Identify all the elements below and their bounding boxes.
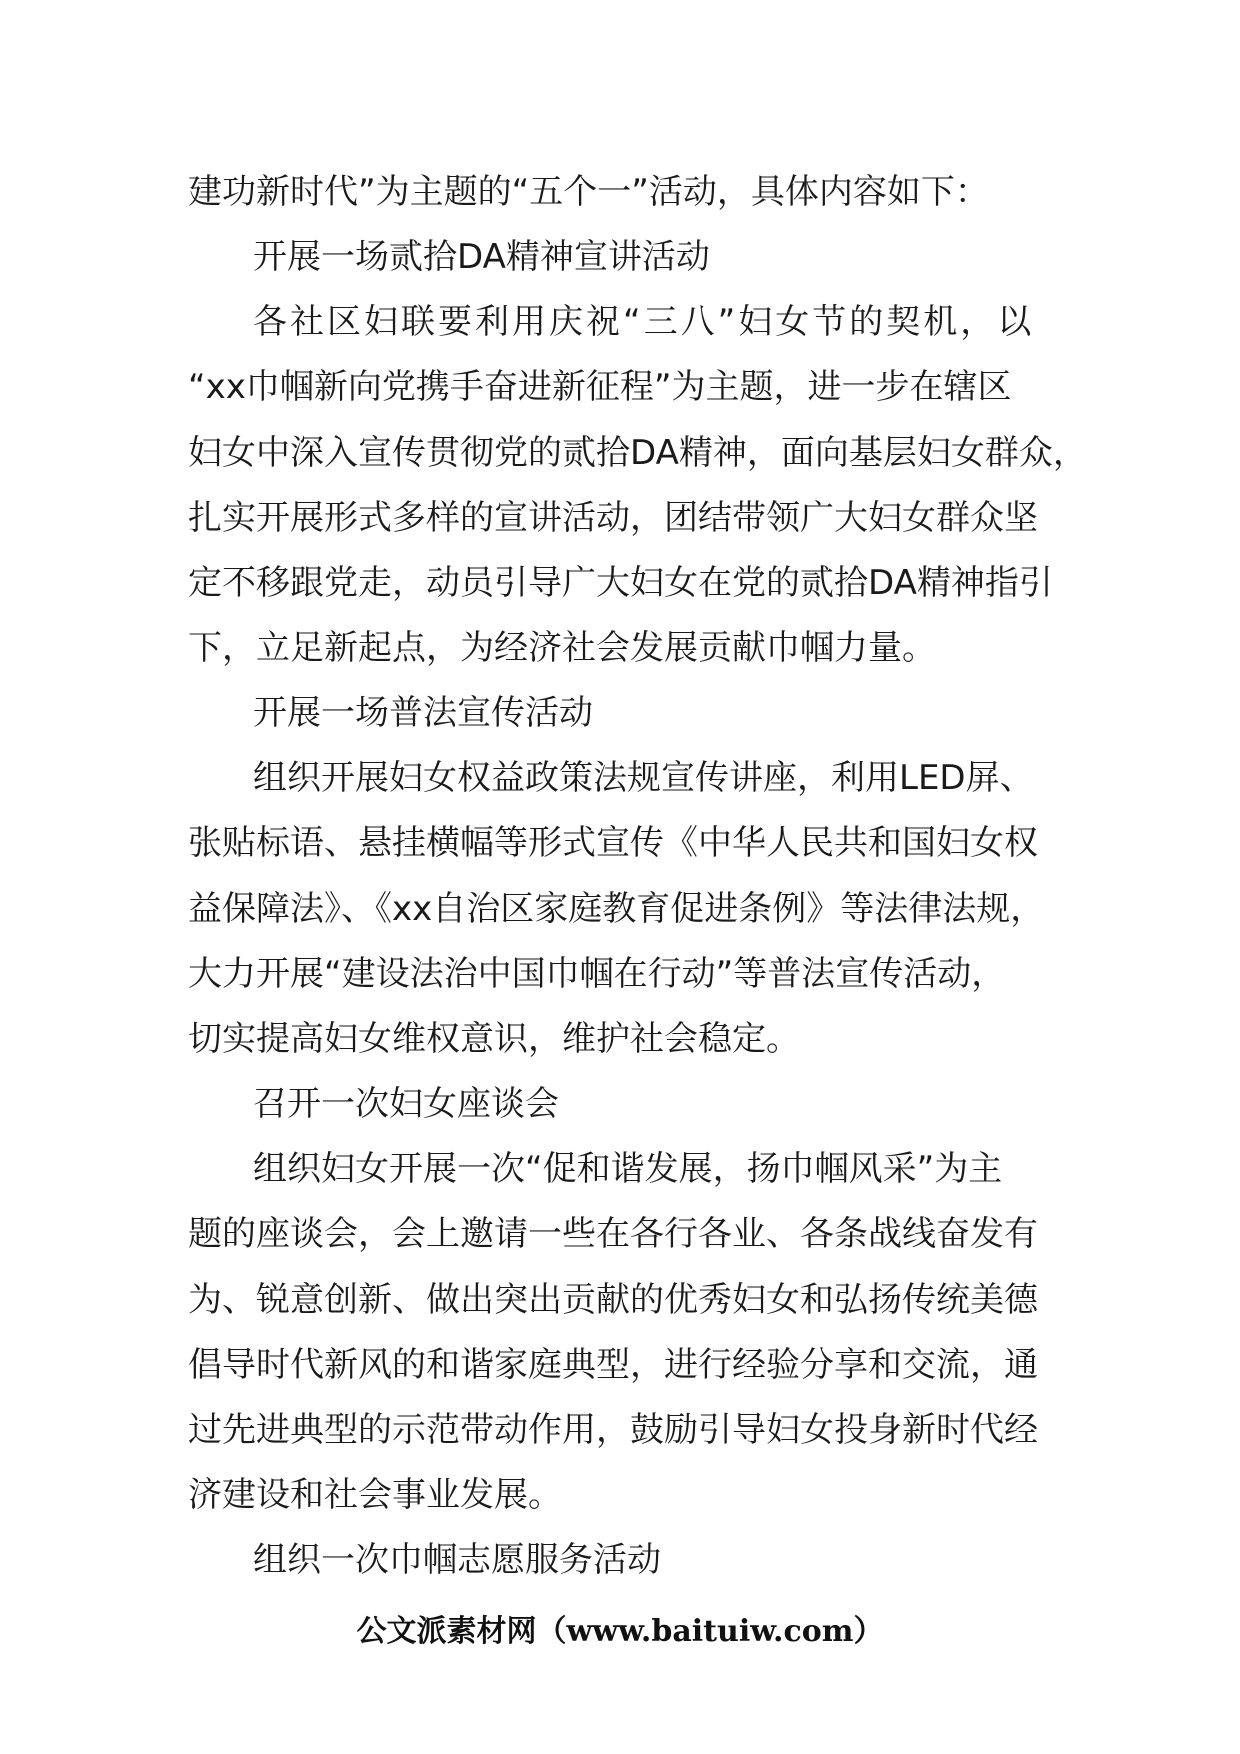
body-text-line: 妇女中深入宣传贯彻党的贰拾DA精神，面向基层妇女群众， [188,433,1087,473]
body-text-line: 益保障法》、《xx自治区家庭教育促进条例》等法律法规， [188,889,1045,929]
body-text-line: 济建设和社会事业发展。 [188,1475,562,1515]
paragraph-first-line: 组织开展妇女权益政策法规宣传讲座，利用LED屏、 [253,758,1034,798]
body-text-line: 过先进典型的示范带动作用，鼓励引导妇女投身新时代经 [188,1410,1038,1450]
body-text-line: 定不移跟党走，动员引导广大妇女在党的贰拾DA精神指引 [188,563,1053,603]
body-text-line: 张贴标语、悬挂横幅等形式宣传《中华人民共和国妇女权 [188,823,1038,863]
body-text-line: 大力开展“建设法治中国巾帼在行动”等普法宣传活动， [188,954,1006,994]
body-text-line: 为、锐意创新、做出突出贡献的优秀妇女和弘扬传统美德 [188,1280,1038,1320]
body-text-line: 倡导时代新风的和谐家庭典型，进行经验分享和交流，通 [188,1345,1038,1385]
paragraph-first-line: 组织妇女开展一次“促和谐发展，扬巾帼风采”为主 [253,1149,1003,1189]
body-text-line: 建功新时代”为主题的“五个一”活动，具体内容如下： [188,172,989,212]
page-footer-watermark: 公文派素材网（www.baituiw.com） [356,1614,884,1649]
paragraph-first-line: 各社区妇联要利用庆祝“三八”妇女节的契机，以 [253,302,1035,342]
body-text-line: “xx巾帼新向党携手奋进新征程”为主题，进一步在辖区 [188,367,1012,407]
body-text-line: 下，立足新起点，为经济社会发展贡献巾帼力量。 [188,628,936,668]
section-heading: 开展一场贰拾DA精神宣讲活动 [253,237,710,277]
body-text-line: 切实提高妇女维权意识，维护社会稳定。 [188,1019,800,1059]
section-heading: 组织一次巾帼志愿服务活动 [253,1540,661,1580]
section-heading: 召开一次妇女座谈会 [253,1084,559,1124]
body-text-line: 题的座谈会，会上邀请一些在各行各业、各条战线奋发有 [188,1214,1038,1254]
section-heading: 开展一场普法宣传活动 [253,693,593,733]
body-text-line: 扎实开展形式多样的宣讲活动，团结带领广大妇女群众坚 [188,498,1038,538]
